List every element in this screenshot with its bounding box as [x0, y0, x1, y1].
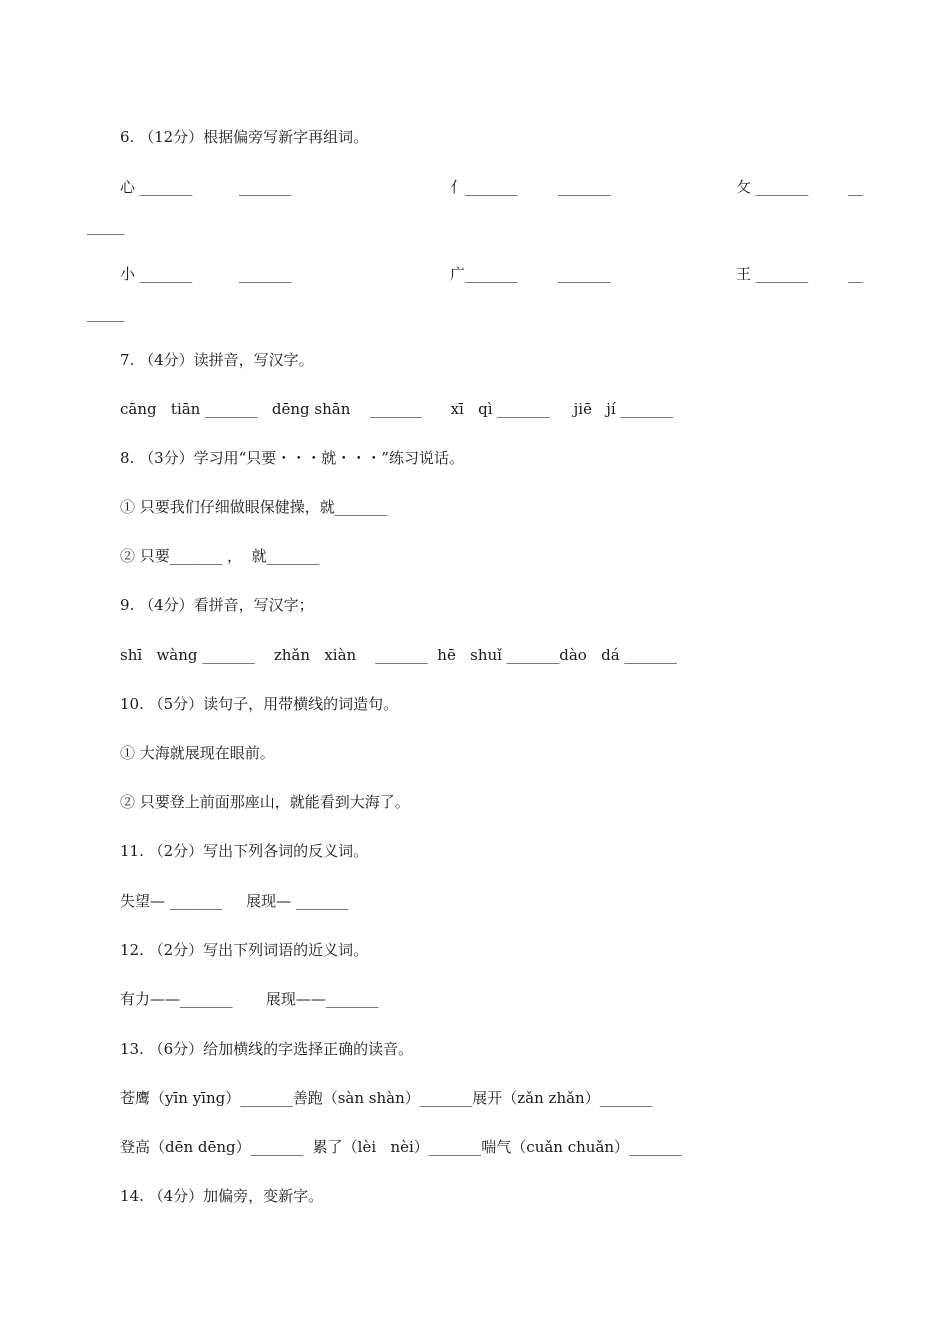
q6-r3-radical: 攵 _______: [736, 178, 809, 196]
q13-title: 13. （6分）给加横线的字选择正确的读音。: [120, 1040, 414, 1058]
q6-r1-blank: _______: [239, 178, 292, 196]
q7-pinyin-line: cāng tiān _______ dēng shān _______ xī qì _______ jiē jí _______: [120, 400, 673, 418]
q9-title: 9. （4分）看拼音，写汉字；: [120, 596, 314, 614]
q6-r4-blank: _______: [239, 265, 292, 283]
q11-title: 11. （2分）写出下列各词的反义词。: [120, 842, 369, 860]
q6-r4-radical: 小 _______: [120, 265, 193, 283]
q6-r1-wrap: _____: [87, 217, 125, 235]
q10-sentence-2: ② 只要登上前面那座山，就能看到大海了。: [120, 793, 410, 811]
q6-r3-blank: __: [848, 178, 863, 196]
q6-r2-wrap: _____: [87, 304, 125, 322]
q7-title: 7. （4分）读拼音，写汉字。: [120, 351, 314, 369]
q6-r5-blank: _______: [558, 265, 611, 283]
q10-title: 10. （5分）读句子，用带横线的词造句。: [120, 695, 399, 713]
q10-sentence-1: ① 大海就展现在眼前。: [120, 744, 275, 762]
q12-title: 12. （2分）写出下列词语的近义词。: [120, 941, 369, 959]
q6-r6-blank: __: [848, 265, 863, 283]
q6-r6-radical: 王 _______: [736, 265, 809, 283]
q6-r2-blank: _______: [558, 178, 611, 196]
q14-title: 14. （4分）加偏旁，变新字。: [120, 1187, 324, 1205]
q6-r2-radical: 亻_______: [450, 178, 518, 196]
q8-sentence-2: ② 只要_______ ， 就_______: [120, 547, 320, 565]
q13-line-2: 登高（dēn dēng）_______ 累了（lèi nèi）_______喘气（cuǎn chuǎn）_______: [120, 1138, 682, 1156]
q6-title: 6. （12分）根据偏旁写新字再组词。: [120, 128, 369, 146]
q8-title: 8. （3分）学习用“只要・・・就・・・”练习说话。: [120, 449, 464, 467]
q6-r5-radical: 广_______: [450, 265, 518, 283]
q9-pinyin-line: shī wàng _______ zhǎn xiàn _______ hē shuǐ _______dào dá _______: [120, 646, 677, 664]
q6-r1-radical: 心 _______: [120, 178, 193, 196]
q12-line: 有力——_______ 展现——_______: [120, 990, 379, 1008]
q11-line: 失望— _______ 展现— _______: [120, 892, 349, 910]
q13-line-1: 苍鹰（yīn yīng）_______善跑（sàn shàn）_______展开（zǎn zhǎn）_______: [120, 1089, 653, 1107]
q8-sentence-1: ① 只要我们仔细做眼保健操，就_______: [120, 498, 388, 516]
